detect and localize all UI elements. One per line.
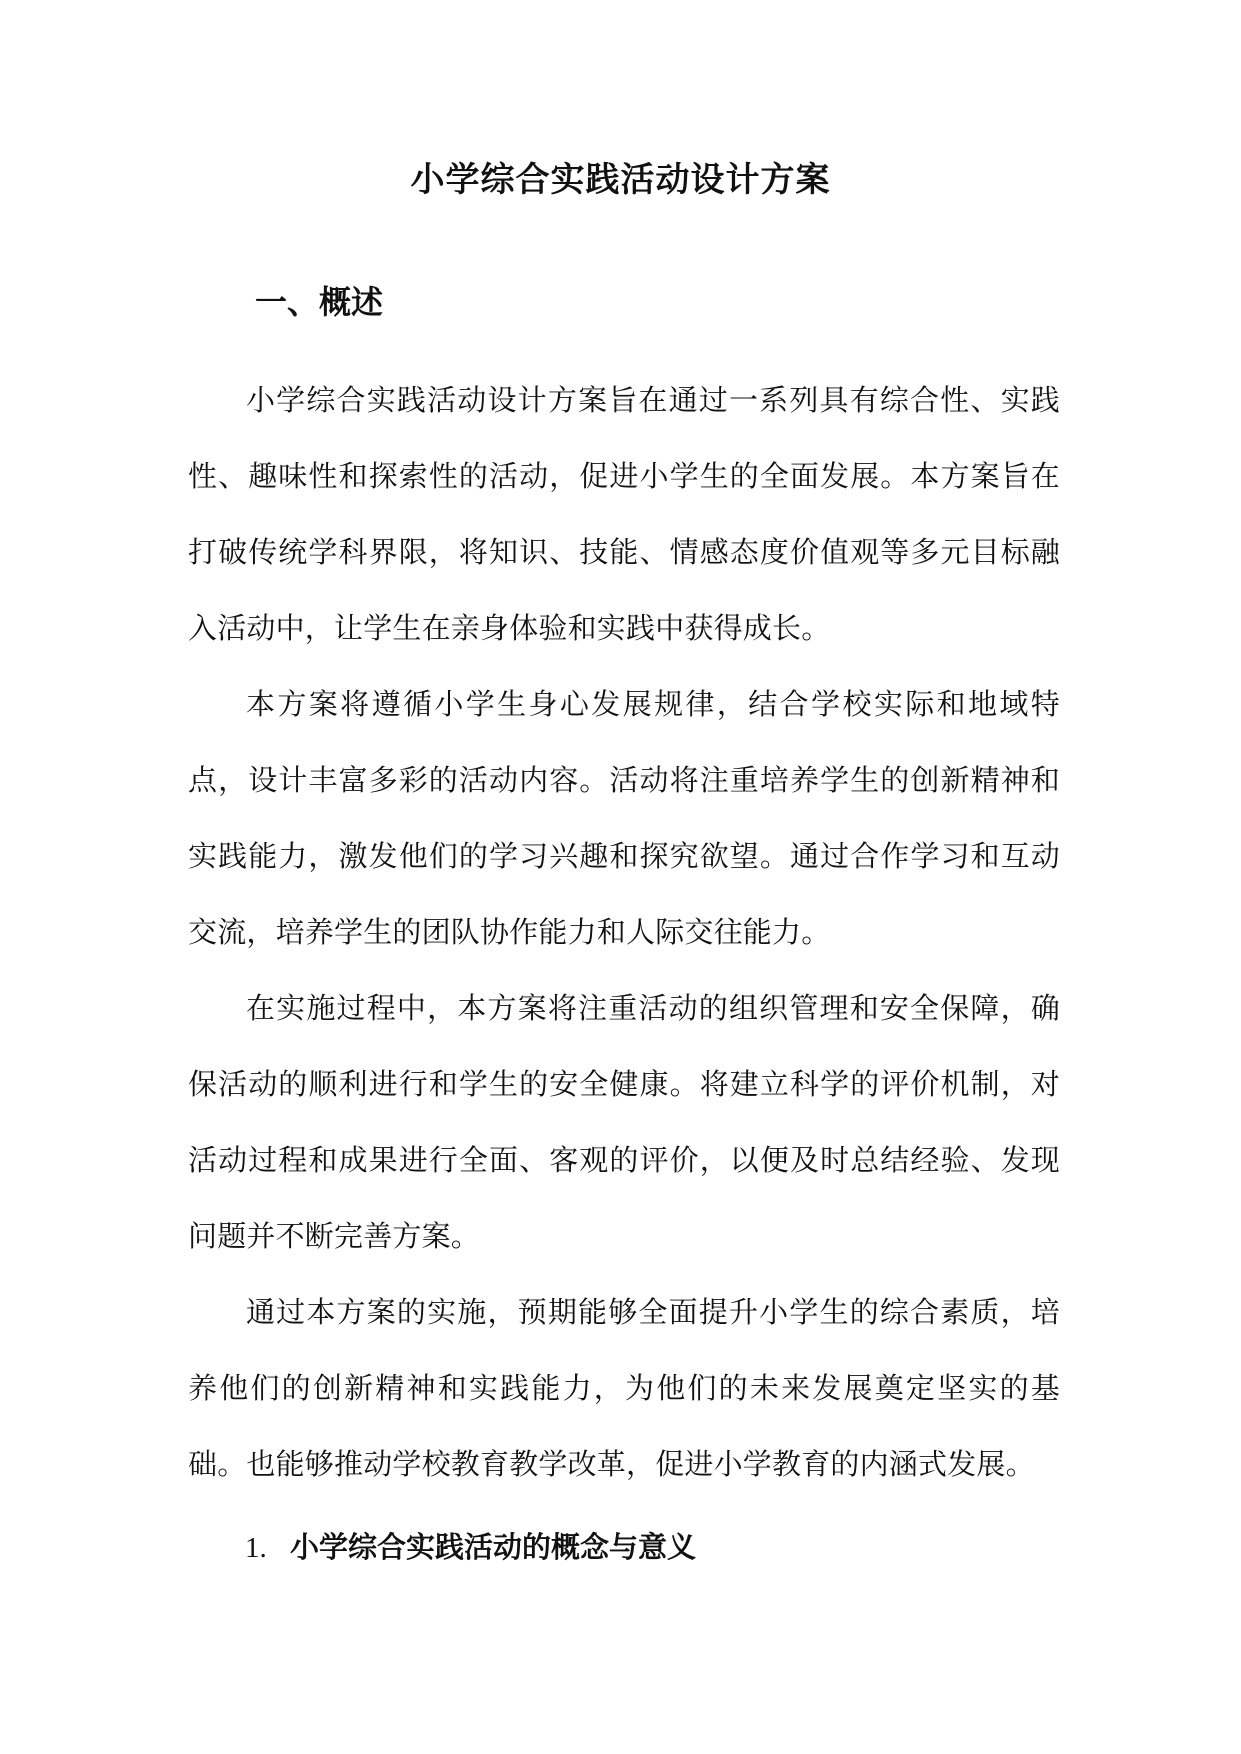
subsection-title: 小学综合实践活动的概念与意义 — [290, 1530, 697, 1564]
section-heading-overview: 一、概述 — [255, 283, 384, 321]
paragraph-1: 小学综合实践活动设计方案旨在通过一系列具有综合性、实践性、趣味性和探索性的活动，促进小学生的全面发展。本方案旨在打破传统学科界限，将知识、技能、情感态度价值观等多元目标融入活动中，让学生在亲身体验和实践中获得成长。 — [188, 383, 1060, 645]
paragraph-2: 本方案将遵循小学生身心发展规律，结合学校实际和地域特点，设计丰富多彩的活动内容。活动将注重培养学生的创新精神和实践能力，激发他们的学习兴趣和探究欲望。通过合作学习和互动交流，培养学生的团队协作能力和人际交往能力。 — [188, 687, 1060, 949]
paragraph-4: 通过本方案的实施，预期能够全面提升小学生的综合素质，培养他们的创新精神和实践能力，为他们的未来发展奠定坚实的基础。也能够推动学校教育教学改革，促进小学教育的内涵式发展。 — [188, 1295, 1060, 1481]
document-title: 小学综合实践活动设计方案 — [410, 160, 831, 200]
subsection-heading — [245, 1517, 696, 1578]
subsection-number: 1. — [245, 1532, 267, 1564]
paragraph-3: 在实施过程中，本方案将注重活动的组织管理和安全保障，确保活动的顺利进行和学生的安全健康。将建立科学的评价机制，对活动过程和成果进行全面、客观的评价，以便及时总结经验、发现问题并不断完善方案。 — [188, 991, 1060, 1253]
